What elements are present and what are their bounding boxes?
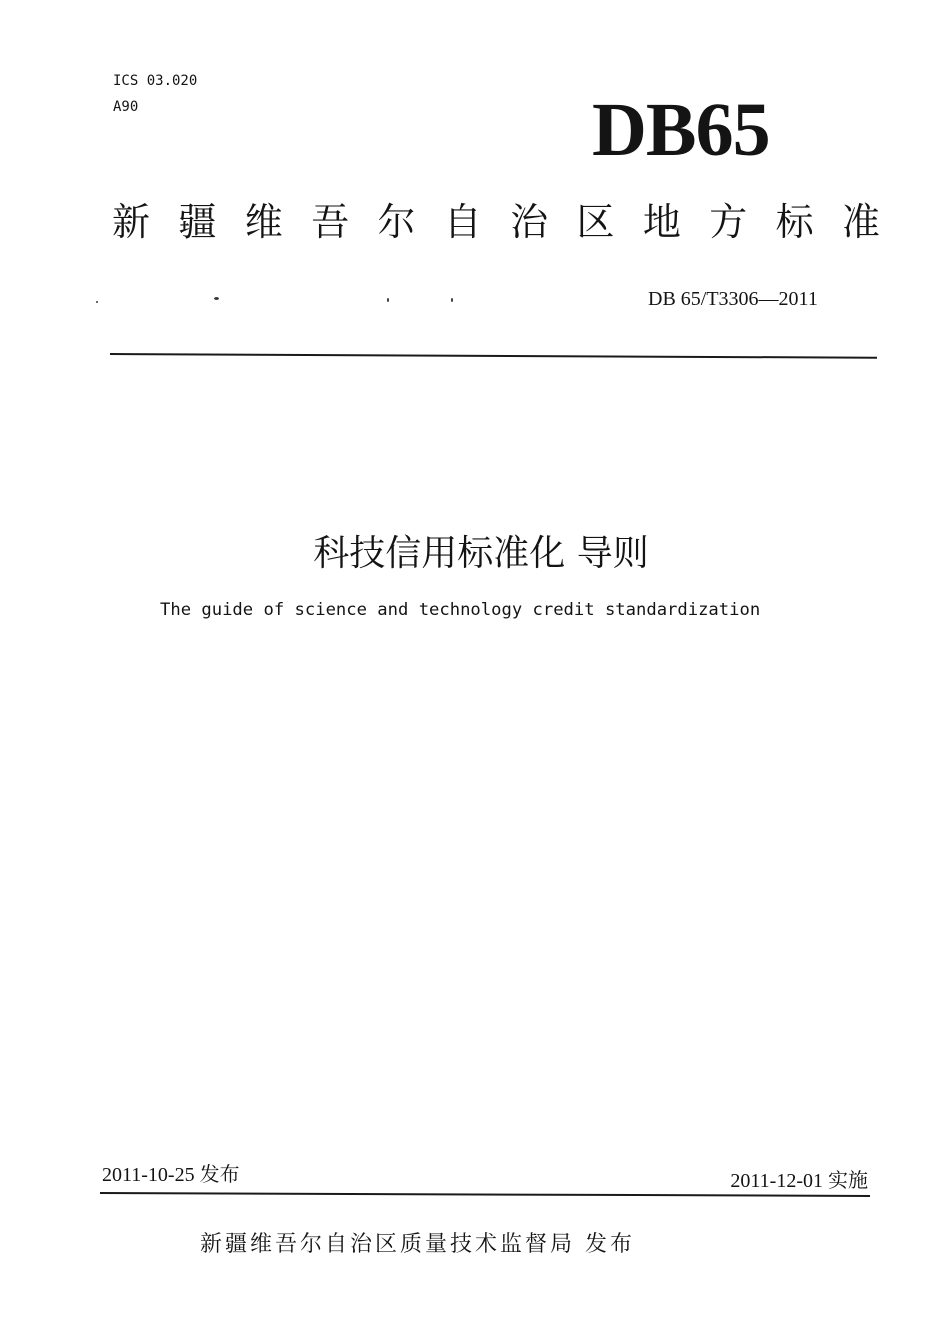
standard-type-char: 方 xyxy=(709,200,748,244)
standard-type-char: 疆 xyxy=(178,200,217,244)
implementation-date: 2011-12-01 实施 xyxy=(730,1170,868,1192)
ics-code: ICS 03.020 xyxy=(113,73,198,89)
publisher: 新疆维吾尔自治区质量技术监督局 发布 xyxy=(200,1232,635,1257)
standard-type-char: 自 xyxy=(443,200,482,244)
scan-speck xyxy=(451,298,453,302)
standard-type-char: 标 xyxy=(775,200,814,244)
standard-type-char: 区 xyxy=(576,200,615,244)
standard-type-char: 尔 xyxy=(377,200,416,244)
standard-type-char: 地 xyxy=(642,200,681,244)
issue-date: 2011-10-25 发布 xyxy=(102,1164,240,1186)
classification-code: A90 xyxy=(113,99,139,115)
standard-type-char: 维 xyxy=(244,200,283,244)
standard-mark: DB65 xyxy=(592,88,770,172)
standard-number: DB 65/T3306—2011 xyxy=(648,288,818,310)
title-chinese: 科技信用标准化 导则 xyxy=(313,533,649,574)
standard-type-char: 吾 xyxy=(311,200,350,244)
standard-type xyxy=(112,198,880,246)
scan-speck xyxy=(387,298,389,302)
scan-speck xyxy=(96,301,98,303)
standard-type-char: 准 xyxy=(841,200,880,244)
title-english: The guide of science and technology credit standardization xyxy=(160,600,761,620)
header-rule xyxy=(110,353,877,359)
standard-type-char: 治 xyxy=(510,200,549,244)
standard-type-char: 新 xyxy=(112,200,151,244)
scan-speck xyxy=(214,297,219,300)
